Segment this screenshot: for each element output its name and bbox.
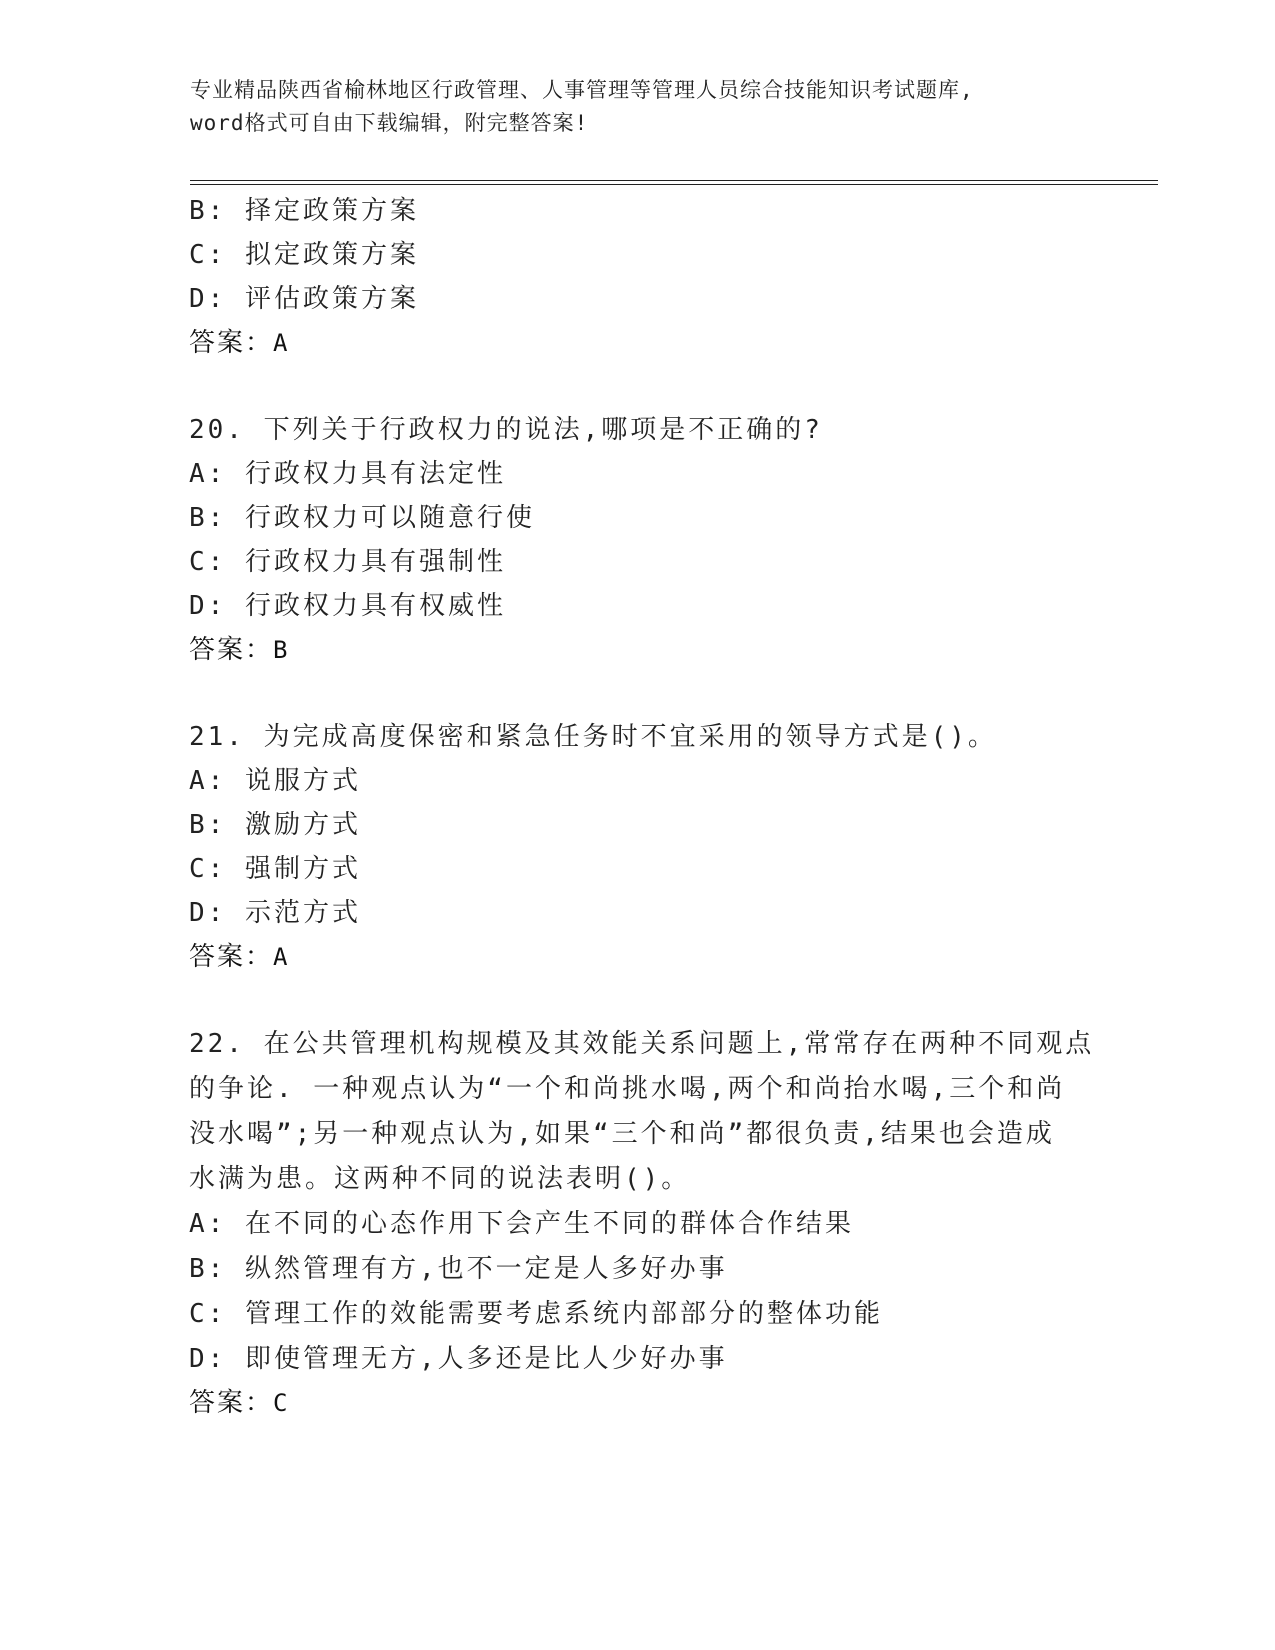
question-20-answer	[189, 634, 289, 666]
answer-label: 答案：	[189, 1388, 274, 1418]
question-21-stem: 21. 为完成高度保密和紧急任务时不宜采用的领导方式是()。	[189, 722, 997, 752]
answer-label: 答案：	[189, 635, 274, 665]
answer-value: B	[273, 636, 290, 664]
answer-value: A	[273, 329, 290, 357]
question-22-answer	[189, 1387, 289, 1419]
header-line-1: 专业精品陕西省榆林地区行政管理、人事管理等管理人员综合技能知识考试题库,	[190, 78, 974, 102]
question-22-option-b: B: 纵然管理有方,也不一定是人多好办事	[189, 1254, 728, 1284]
question-21-option-b: B: 激励方式	[189, 810, 361, 840]
question-22-stem-line-4: 水满为患。这两种不同的说法表明()。	[189, 1164, 691, 1194]
question-22-option-d: D: 即使管理无方,人多还是比人少好办事	[189, 1344, 728, 1374]
option-b: B: 择定政策方案	[189, 196, 419, 226]
question-21-option-c: C: 强制方式	[189, 854, 361, 884]
question-21-option-d: D: 示范方式	[189, 898, 361, 928]
question-21-answer	[189, 941, 289, 973]
question-22-stem-line-1: 22. 在公共管理机构规模及其效能关系问题上,常常存在两种不同观点	[189, 1029, 1095, 1059]
question-22-stem-line-3: 没水喝”;另一种观点认为,如果“三个和尚”都很负责,结果也会造成	[189, 1119, 1055, 1149]
question-22-option-c: C: 管理工作的效能需要考虑系统内部部分的整体功能	[189, 1299, 883, 1329]
answer-value: A	[273, 943, 290, 971]
question-21-option-a: A: 说服方式	[189, 766, 361, 796]
question-20-stem: 20. 下列关于行政权力的说法,哪项是不正确的?	[189, 415, 823, 445]
option-c: C: 拟定政策方案	[189, 240, 419, 270]
answer-line	[189, 327, 289, 359]
header-line-2: word格式可自由下载编辑，附完整答案!	[190, 111, 589, 135]
question-20-option-c: C: 行政权力具有强制性	[189, 547, 506, 577]
header-rule-bottom	[190, 184, 1158, 185]
header-rule-top	[190, 180, 1158, 181]
question-22-stem-line-2: 的争论. 一种观点认为“一个和尚挑水喝,两个和尚抬水喝,三个和尚	[189, 1074, 1066, 1104]
question-20-option-d: D: 行政权力具有权威性	[189, 591, 506, 621]
answer-label: 答案：	[189, 942, 274, 972]
option-d: D: 评估政策方案	[189, 284, 419, 314]
answer-label: 答案：	[189, 328, 274, 358]
document-header	[190, 74, 1090, 140]
answer-value: C	[273, 1389, 290, 1417]
question-20-option-b: B: 行政权力可以随意行使	[189, 503, 535, 533]
question-22-option-a: A: 在不同的心态作用下会产生不同的群体合作结果	[189, 1209, 854, 1239]
question-20-option-a: A: 行政权力具有法定性	[189, 459, 506, 489]
